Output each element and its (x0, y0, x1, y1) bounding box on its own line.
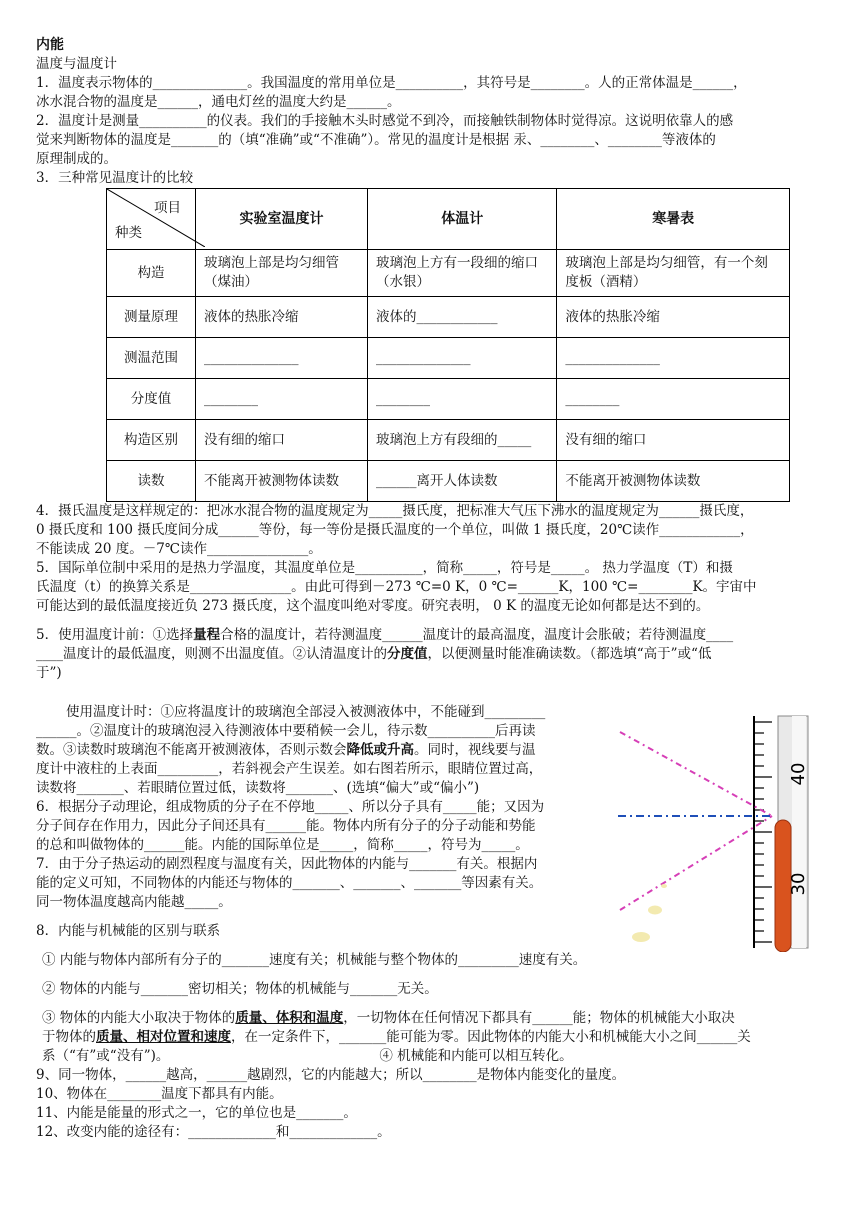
text: 5．使用温度计前：①选择 (36, 627, 194, 643)
q7-line2: 能的定义可知，不同物体的内能还与物体的_______、_______、_______等因素有关。 (36, 875, 543, 891)
use-line4: 度计中液柱的上表面_________，若斜视会产生误差。如右图若所示，眼睛位置过高， (36, 761, 543, 777)
text: 系（“有”或“没有”)。 (42, 1048, 170, 1064)
table-cell: 液体的热胀冷缩 (557, 297, 790, 338)
table-cell: 玻璃泡上部是均匀细管，有一个刻度板（酒精） (557, 250, 790, 297)
c3-line (36, 1009, 826, 1028)
scale-ticks (754, 722, 772, 942)
text: 数。③读数时玻璃泡不能离开被测液体，否则示数会 (36, 742, 347, 758)
c4-line (36, 1028, 826, 1047)
q2-line2: 觉来判断物体的温度是_______的（填“准确”或“不准确”）。常见的温度计是根据 汞、________、________等液体的 (36, 132, 716, 148)
bold-range: 量程 (193, 627, 221, 643)
c5-line (36, 1047, 826, 1066)
table-cell: ______________ (557, 338, 790, 379)
row-label: 分度值 (107, 379, 196, 420)
q7-line3: 同一物体温度越高内能越_____。 (36, 894, 232, 910)
q5-line3: 可能达到的最低温度接近负 273 摄氏度，这个温度叫绝对零度。研究表明， 0 K 的温度无论如何都是达不到的。 (36, 598, 710, 614)
header-weather-thermometer: 寒暑表 (557, 189, 790, 250)
table-cell: ______________ (368, 338, 557, 379)
thermometer-reading-figure (582, 712, 822, 952)
table-cell: 没有细的缩口 (196, 420, 368, 461)
subheading: 温度与温度计 (36, 56, 117, 72)
q2-line1: 2．温度计是测量__________的仪表。我们的手接触木头时感觉不到冷，而接触铁制物体时觉得凉。这说明依靠人的感 (36, 113, 734, 129)
table-corner (107, 189, 196, 250)
use-line2: ______。②温度计的玻璃泡浸入待测液体中要稍候一会儿，待示数__________后再读 (36, 723, 536, 739)
q11-line: 11、内能是能量的形式之一，它的单位也是_______。 (36, 1105, 357, 1121)
sight-line-low (620, 816, 772, 910)
row-label: 构造区别 (107, 420, 196, 461)
row-label: 测温范围 (107, 338, 196, 379)
q12-line: 12、改变内能的途径有：_____________和_____________。 (36, 1124, 391, 1140)
table-cell: ______________ (196, 338, 368, 379)
scale-label-30: 30 (788, 872, 809, 896)
q10-line: 10、物体在________温度下都具有内能。 (36, 1086, 283, 1102)
table-row (107, 250, 790, 297)
q5b-line1 (36, 626, 826, 645)
table-row (107, 379, 790, 420)
q6-line3: 的总和叫做物体的______能。内能的国际单位是_____，简称_____，符号为_____。 (36, 837, 529, 853)
q5-line1: 5．国际单位制中采用的是热力学温度，其温度单位是__________，简称_____，符号是_____。 热力学温度（T）和摄 (36, 560, 733, 576)
corner-bottom-label: 种类 (115, 225, 142, 241)
text: ____温度计的最低温度，则测不出温度值。②认清温度计的 (36, 646, 387, 662)
table-cell: 不能离开被测物体读数 (196, 461, 368, 502)
q1-line2: 冰水混合物的温度是______，通电灯丝的温度大约是______。 (36, 94, 401, 110)
bold-underline: 质量、相对位置和速度 (96, 1029, 231, 1045)
row-label: 测量原理 (107, 297, 196, 338)
table-cell: ________ (196, 379, 368, 420)
q6-line1: 6．根据分子动理论，组成物质的分子在不停地_____、所以分子具有_____能；又因为 (36, 799, 545, 815)
c1-line: ① 内能与物体内部所有分子的_______速度有关；机械能与整个物体的_________速度有关。 (42, 952, 587, 968)
row-label: 读数 (107, 461, 196, 502)
table-cell: 液体的热胀冷缩 (196, 297, 368, 338)
table-row (107, 420, 790, 461)
table-cell: 没有细的缩口 (557, 420, 790, 461)
q5b-line3: 于”) (36, 665, 62, 681)
q5b-line2 (36, 645, 826, 664)
row-label: 构造 (107, 250, 196, 297)
text: ④ 机械能和内能可以相互转化。 (379, 1048, 573, 1064)
tube-highlight (792, 716, 806, 948)
text: 于物体的 (42, 1029, 96, 1045)
table-cell: 玻璃泡上方有段细的_____ (368, 420, 557, 461)
table-cell: ________ (557, 379, 790, 420)
q4-line1: 4．摄氏温度是这样规定的：把冰水混合物的温度规定为_____摄氏度，把标准大气压下沸水的温度规定为______摄氏度， (36, 503, 754, 519)
q4-line2: 0 摄氏度和 100 摄氏度间分成______等份，每一等份是摄氏温度的一个单位，叫做 1 摄氏度，20℃读作____________， (36, 522, 754, 538)
q5-line2: 氏温度（t）的换算关系是_______________。由此可得到－273 ℃=0 K，0 ℃=______K，100 ℃=________K。宇宙中 (36, 579, 757, 595)
table-row (107, 297, 790, 338)
q9-line: 9、同一物体，______越高，______越剧烈，它的内能越大；所以________是物体内能变化的量度。 (36, 1067, 626, 1083)
eye-marker (648, 906, 662, 915)
q2-line3: 原理制成的。 (36, 151, 117, 167)
q7-line1: 7．由于分子热运动的剧烈程度与温度有关，因此物体的内能与_______有关。根据内 (36, 856, 538, 872)
heading: 内能 (36, 37, 64, 53)
table-row (107, 338, 790, 379)
use-line1: 使用温度计时：①应将温度计的玻璃泡全部浸入被测液体中，不能碰到_________ (66, 704, 546, 720)
text: 合格的温度计，若待测温度______温度计的最高温度，温度计会胀破；若待测温度____ (220, 627, 734, 643)
corner-top-label: 项目 (154, 200, 181, 216)
worksheet (36, 36, 826, 1142)
table-cell: 不能离开被测物体读数 (557, 461, 790, 502)
c2-line: ② 物体的内能与_______密切相关；物体的机械能与_______无关。 (42, 981, 438, 997)
text: ，在一定条件下，_______能可能为零。因此物体的内能大小和机械能大小之间______关 (231, 1029, 751, 1045)
q1-line1: 1．温度表示物体的______________。我国温度的常用单位是__________，其符号是________。人的正常体温是______， (36, 75, 747, 91)
table-cell: ________ (368, 379, 557, 420)
bold-phrase: 降低或升高 (346, 742, 414, 758)
bold-division: 分度值 (387, 646, 428, 662)
table-cell: 玻璃泡上部是均匀细管（煤油） (196, 250, 368, 297)
scale-label-40: 40 (788, 762, 809, 786)
text: 。同时，视线要与温 (414, 742, 536, 758)
use-line5: 读数将_______、若眼睛位置过低，读数将_______、(选填“偏大”或“偏小”) (36, 780, 480, 796)
q4-line3: 不能读成 20 度。－7℃读作_______________。 (36, 541, 322, 557)
table-cell: ______离开人体读数 (368, 461, 557, 502)
text: ③ 物体的内能大小取决于物体的 (42, 1010, 236, 1026)
eye-marker (661, 884, 667, 888)
sight-line-high (620, 732, 772, 816)
table-row (107, 461, 790, 502)
text: ，一切物体在任何情况下都具有______能；物体的机械能大小取决 (343, 1010, 735, 1026)
text: ，以便测量时能准确读数。（都选填“高于”或“低 (427, 646, 712, 662)
q6-line2: 分子间存在作用力，因此分子间还具有______能。物体内所有分子的分子动能和势能 (36, 818, 536, 834)
bold-underline: 质量、体积和温度 (235, 1010, 344, 1026)
q8-line: 8．内能与机械能的区别与联系 (36, 923, 221, 939)
table-cell: 玻璃泡上方有一段细的缩口（水银） (368, 250, 557, 297)
q3-line: 3．三种常见温度计的比较 (36, 170, 194, 186)
header-lab-thermometer: 实验室温度计 (196, 189, 368, 250)
header-clinical-thermometer: 体温计 (368, 189, 557, 250)
thermometer-diagram (582, 712, 822, 952)
thermometer-comparison-table (106, 188, 790, 502)
eye-marker (632, 932, 650, 942)
table-cell: 液体的____________ (368, 297, 557, 338)
